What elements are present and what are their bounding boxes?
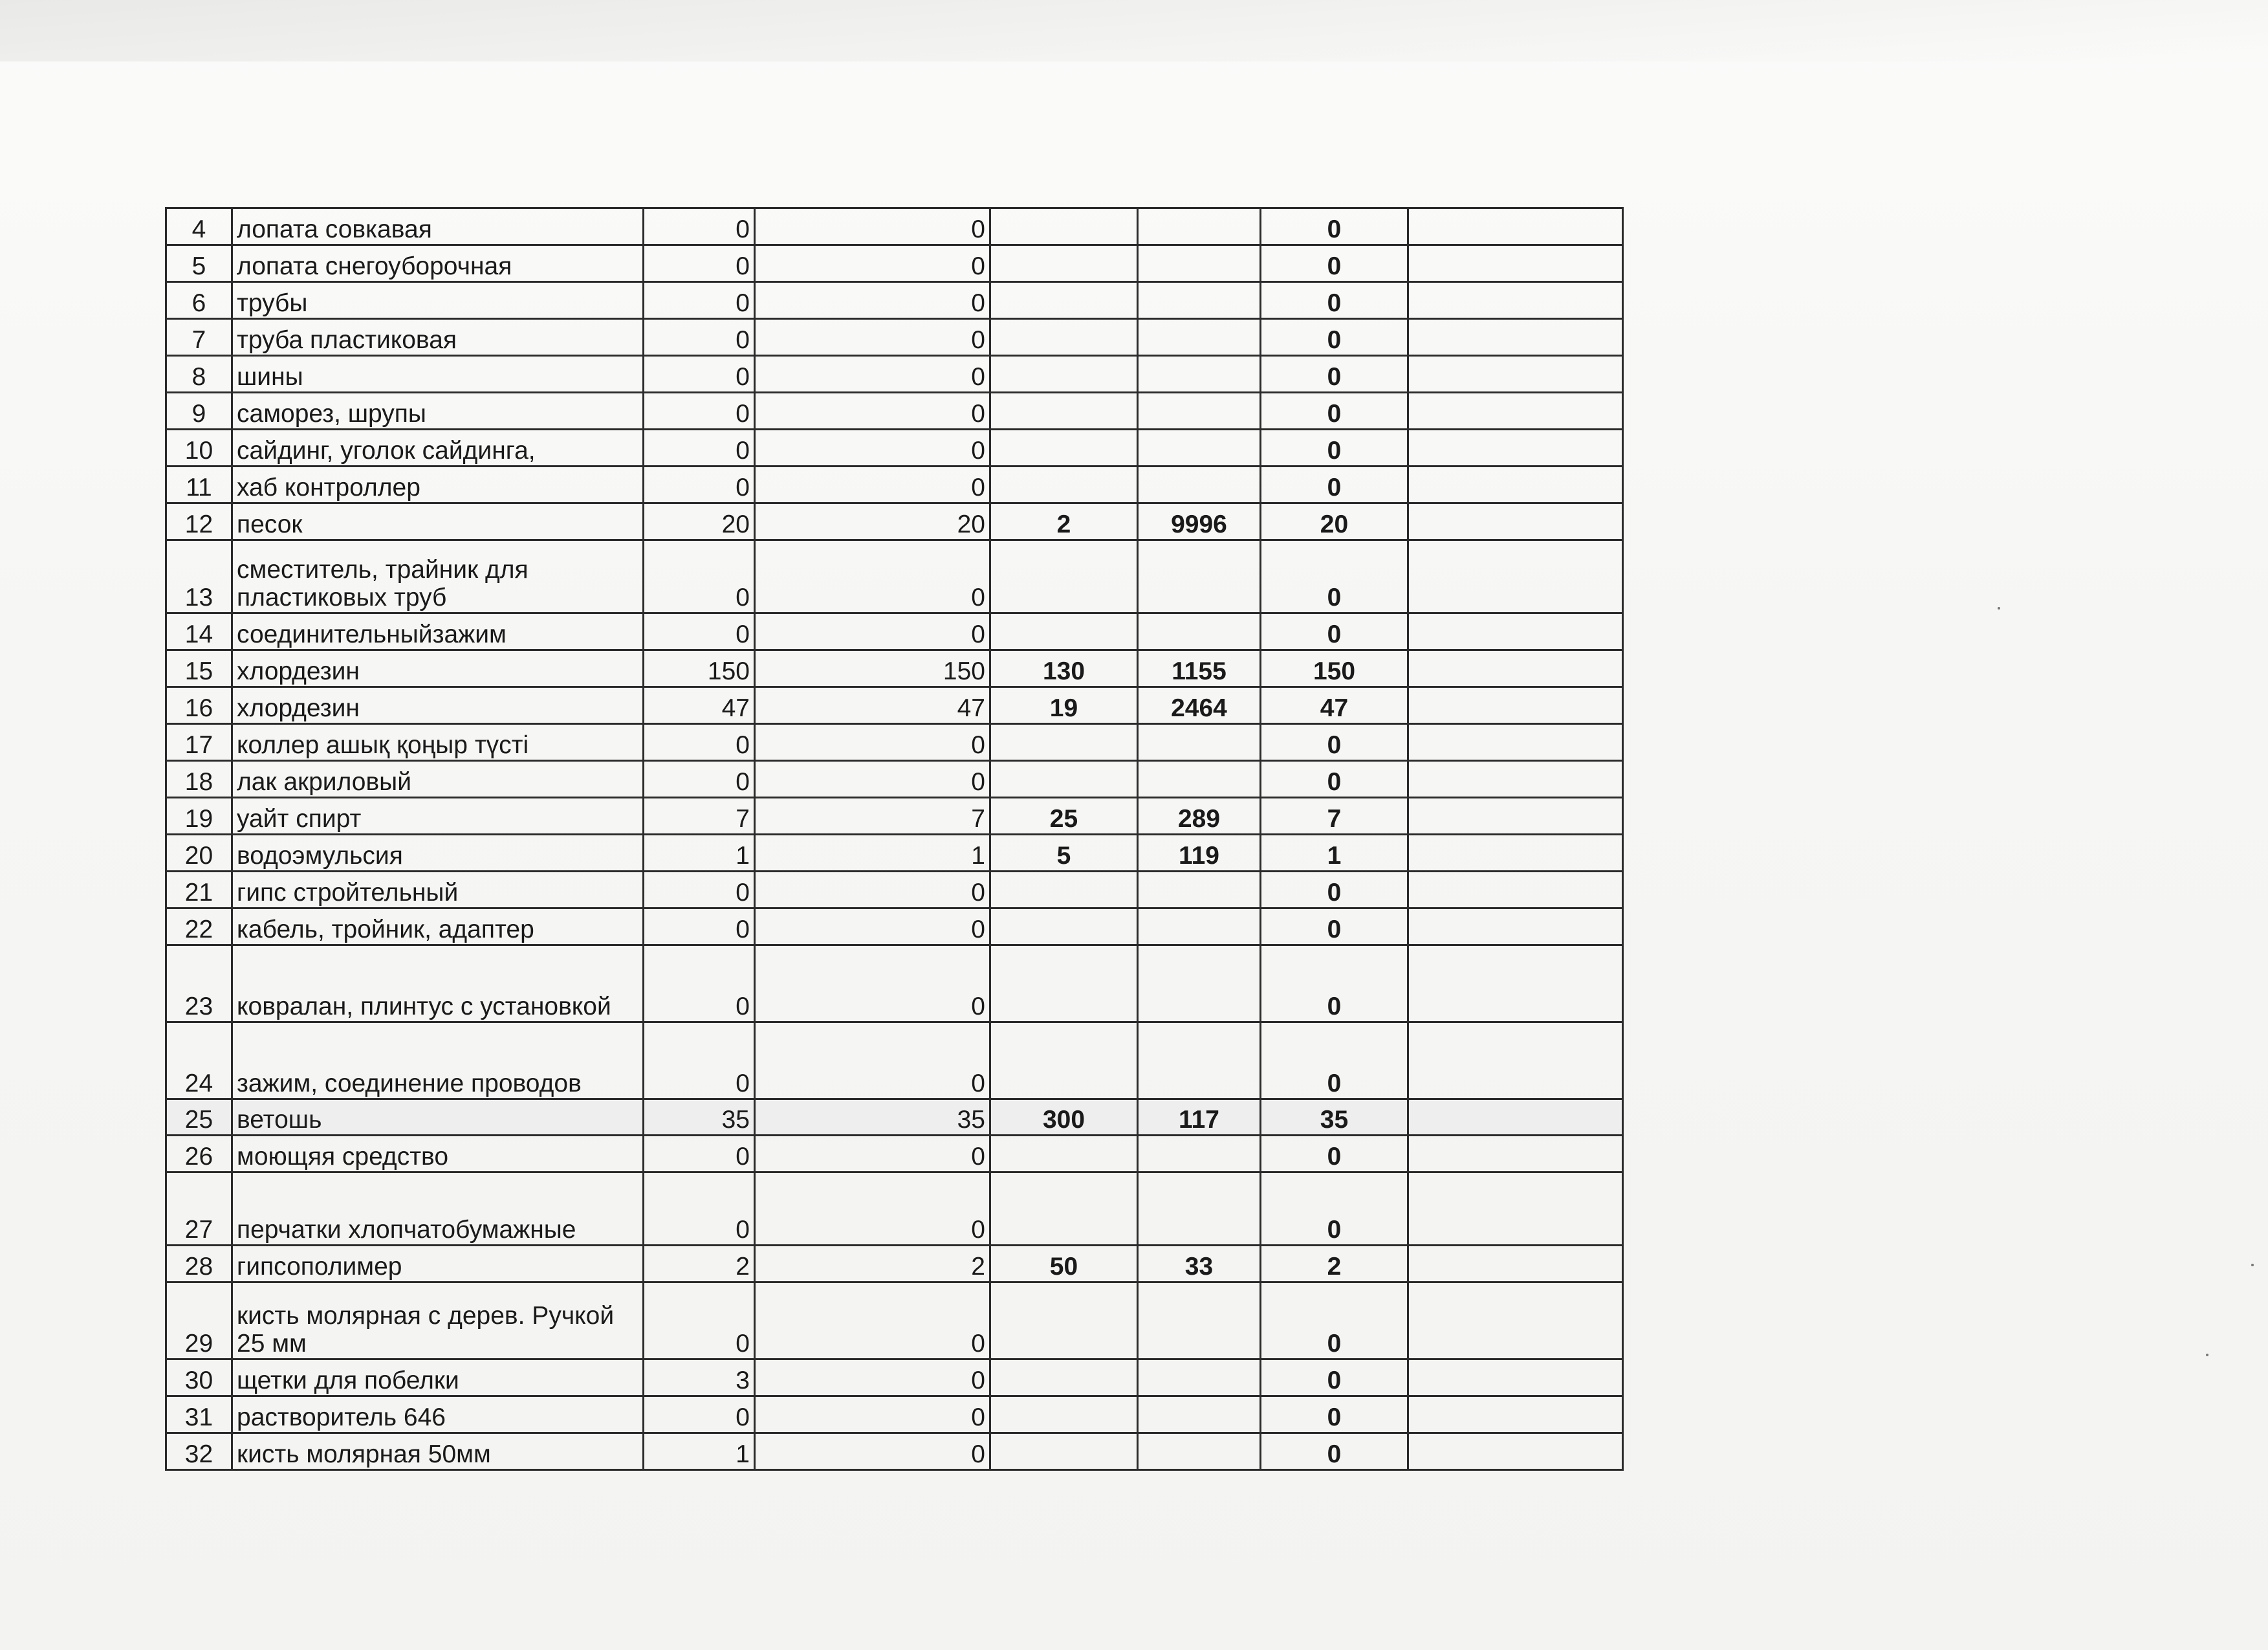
sum-cell	[1138, 1433, 1261, 1470]
row-number-cell: 11	[166, 467, 232, 503]
item-name-cell: саморез, шрупы	[232, 393, 644, 430]
quantity-2-cell: 0	[755, 282, 990, 319]
sum-cell	[1138, 908, 1261, 945]
item-name-cell: шины	[232, 356, 644, 393]
note-cell	[1408, 208, 1623, 245]
table-row	[166, 282, 1623, 319]
quantity-2-cell: 150	[755, 650, 990, 687]
note-cell	[1408, 945, 1623, 1022]
item-name-cell: сместитель, трайник для пластиковых труб	[232, 540, 644, 613]
price-cell: 300	[990, 1099, 1138, 1136]
quantity-1-cell: 150	[644, 650, 755, 687]
inventory-table	[165, 207, 1624, 1471]
note-cell	[1408, 908, 1623, 945]
item-name-cell: ветошь	[232, 1099, 644, 1136]
sum-cell	[1138, 393, 1261, 430]
sum-cell	[1138, 1136, 1261, 1172]
quantity-2-cell: 0	[755, 1136, 990, 1172]
item-name-cell: перчатки хлопчатобумажные	[232, 1172, 644, 1246]
quantity-2-cell: 7	[755, 798, 990, 835]
note-cell	[1408, 1282, 1623, 1359]
price-cell	[990, 1433, 1138, 1470]
quantity-1-cell: 0	[644, 393, 755, 430]
table-row	[166, 1433, 1623, 1470]
total-cell: 0	[1261, 1136, 1408, 1172]
note-cell	[1408, 430, 1623, 467]
row-number-cell: 12	[166, 503, 232, 540]
price-cell: 5	[990, 835, 1138, 872]
table-row	[166, 467, 1623, 503]
item-name-cell: ковралан, плинтус с установкой	[232, 945, 644, 1022]
row-number-cell: 21	[166, 872, 232, 908]
total-cell: 7	[1261, 798, 1408, 835]
note-cell	[1408, 1022, 1623, 1099]
total-cell: 0	[1261, 1282, 1408, 1359]
quantity-2-cell: 20	[755, 503, 990, 540]
row-number-cell: 17	[166, 724, 232, 761]
quantity-2-cell: 0	[755, 761, 990, 798]
note-cell	[1408, 503, 1623, 540]
sum-cell: 2464	[1138, 687, 1261, 724]
price-cell	[990, 245, 1138, 282]
item-name-cell: трубы	[232, 282, 644, 319]
item-name-cell: щетки для побелки	[232, 1359, 644, 1396]
sum-cell: 119	[1138, 835, 1261, 872]
price-cell	[990, 393, 1138, 430]
total-cell: 0	[1261, 945, 1408, 1022]
sum-cell	[1138, 1396, 1261, 1433]
table-row	[166, 1172, 1623, 1246]
row-number-cell: 20	[166, 835, 232, 872]
row-number-cell: 31	[166, 1396, 232, 1433]
sum-cell	[1138, 356, 1261, 393]
total-cell: 0	[1261, 1172, 1408, 1246]
item-name-cell: гипс стройтельный	[232, 872, 644, 908]
quantity-1-cell: 0	[644, 1282, 755, 1359]
sum-cell	[1138, 872, 1261, 908]
quantity-2-cell: 0	[755, 1433, 990, 1470]
quantity-2-cell: 0	[755, 1359, 990, 1396]
sum-cell	[1138, 1022, 1261, 1099]
item-name-cell: коллер ашық қоңыр түсті	[232, 724, 644, 761]
row-number-cell: 10	[166, 430, 232, 467]
note-cell	[1408, 1172, 1623, 1246]
row-number-cell: 24	[166, 1022, 232, 1099]
note-cell	[1408, 1099, 1623, 1136]
table-row	[166, 503, 1623, 540]
row-number-cell: 18	[166, 761, 232, 798]
total-cell: 0	[1261, 208, 1408, 245]
row-number-cell: 6	[166, 282, 232, 319]
table-row	[166, 650, 1623, 687]
quantity-2-cell: 0	[755, 613, 990, 650]
item-name-cell: кабель, тройник, адаптер	[232, 908, 644, 945]
table-row	[166, 724, 1623, 761]
total-cell: 0	[1261, 908, 1408, 945]
item-name-cell: хлордезин	[232, 650, 644, 687]
quantity-1-cell: 2	[644, 1246, 755, 1282]
row-number-cell: 14	[166, 613, 232, 650]
quantity-1-cell: 1	[644, 1433, 755, 1470]
total-cell: 2	[1261, 1246, 1408, 1282]
quantity-2-cell: 0	[755, 908, 990, 945]
price-cell	[990, 1282, 1138, 1359]
quantity-1-cell: 35	[644, 1099, 755, 1136]
row-number-cell: 28	[166, 1246, 232, 1282]
total-cell: 0	[1261, 430, 1408, 467]
price-cell	[990, 319, 1138, 356]
total-cell: 0	[1261, 540, 1408, 613]
price-cell	[990, 945, 1138, 1022]
price-cell	[990, 467, 1138, 503]
row-number-cell: 27	[166, 1172, 232, 1246]
table-row	[166, 208, 1623, 245]
price-cell: 130	[990, 650, 1138, 687]
quantity-1-cell: 0	[644, 282, 755, 319]
price-cell	[990, 1359, 1138, 1396]
note-cell	[1408, 1433, 1623, 1470]
note-cell	[1408, 1136, 1623, 1172]
quantity-1-cell: 0	[644, 1022, 755, 1099]
total-cell: 1	[1261, 835, 1408, 872]
quantity-1-cell: 0	[644, 430, 755, 467]
note-cell	[1408, 724, 1623, 761]
price-cell	[990, 1136, 1138, 1172]
price-cell	[990, 1172, 1138, 1246]
note-cell	[1408, 798, 1623, 835]
quantity-1-cell: 1	[644, 835, 755, 872]
quantity-2-cell: 0	[755, 319, 990, 356]
row-number-cell: 15	[166, 650, 232, 687]
table-row	[166, 245, 1623, 282]
note-cell	[1408, 319, 1623, 356]
sum-cell	[1138, 540, 1261, 613]
table-row	[166, 1136, 1623, 1172]
table-row	[166, 872, 1623, 908]
quantity-1-cell: 3	[644, 1359, 755, 1396]
quantity-2-cell: 0	[755, 430, 990, 467]
item-name-cell: водоэмульсия	[232, 835, 644, 872]
quantity-1-cell: 0	[644, 613, 755, 650]
row-number-cell: 32	[166, 1433, 232, 1470]
table-row	[166, 761, 1623, 798]
quantity-1-cell: 0	[644, 724, 755, 761]
table-row	[166, 1282, 1623, 1359]
quantity-1-cell: 20	[644, 503, 755, 540]
scan-speck	[1998, 607, 2000, 610]
price-cell	[990, 1022, 1138, 1099]
note-cell	[1408, 613, 1623, 650]
sum-cell	[1138, 613, 1261, 650]
table-row	[166, 356, 1623, 393]
row-number-cell: 19	[166, 798, 232, 835]
item-name-cell: соединительныйзажим	[232, 613, 644, 650]
quantity-1-cell: 0	[644, 208, 755, 245]
sum-cell: 289	[1138, 798, 1261, 835]
quantity-2-cell: 0	[755, 356, 990, 393]
note-cell	[1408, 1246, 1623, 1282]
item-name-cell: труба пластиковая	[232, 319, 644, 356]
sum-cell	[1138, 282, 1261, 319]
row-number-cell: 7	[166, 319, 232, 356]
price-cell: 50	[990, 1246, 1138, 1282]
quantity-2-cell: 47	[755, 687, 990, 724]
item-name-cell: хлордезин	[232, 687, 644, 724]
row-number-cell: 30	[166, 1359, 232, 1396]
total-cell: 20	[1261, 503, 1408, 540]
quantity-1-cell: 0	[644, 540, 755, 613]
quantity-1-cell: 7	[644, 798, 755, 835]
inventory-table-body	[166, 208, 1623, 1470]
price-cell	[990, 430, 1138, 467]
item-name-cell: растворитель 646	[232, 1396, 644, 1433]
note-cell	[1408, 872, 1623, 908]
sum-cell	[1138, 1359, 1261, 1396]
item-name-cell: кисть молярная с дерев. Ручкой 25 мм	[232, 1282, 644, 1359]
price-cell: 2	[990, 503, 1138, 540]
quantity-2-cell: 0	[755, 393, 990, 430]
table-row	[166, 393, 1623, 430]
row-number-cell: 26	[166, 1136, 232, 1172]
quantity-2-cell: 1	[755, 835, 990, 872]
row-number-cell: 29	[166, 1282, 232, 1359]
sum-cell	[1138, 208, 1261, 245]
total-cell: 0	[1261, 1396, 1408, 1433]
total-cell: 0	[1261, 1022, 1408, 1099]
note-cell	[1408, 245, 1623, 282]
row-number-cell: 13	[166, 540, 232, 613]
row-number-cell: 16	[166, 687, 232, 724]
total-cell: 0	[1261, 467, 1408, 503]
total-cell: 0	[1261, 393, 1408, 430]
table-row	[166, 945, 1623, 1022]
sum-cell: 117	[1138, 1099, 1261, 1136]
table-row	[166, 613, 1623, 650]
price-cell	[990, 282, 1138, 319]
total-cell: 0	[1261, 1433, 1408, 1470]
quantity-2-cell: 2	[755, 1246, 990, 1282]
total-cell: 0	[1261, 245, 1408, 282]
sum-cell	[1138, 319, 1261, 356]
price-cell	[990, 356, 1138, 393]
quantity-2-cell: 35	[755, 1099, 990, 1136]
total-cell: 0	[1261, 872, 1408, 908]
note-cell	[1408, 1396, 1623, 1433]
row-number-cell: 4	[166, 208, 232, 245]
quantity-2-cell: 0	[755, 540, 990, 613]
price-cell	[990, 761, 1138, 798]
row-number-cell: 22	[166, 908, 232, 945]
note-cell	[1408, 1359, 1623, 1396]
item-name-cell: кисть молярная 50мм	[232, 1433, 644, 1470]
sum-cell	[1138, 430, 1261, 467]
quantity-2-cell: 0	[755, 724, 990, 761]
item-name-cell: лопата совкавая	[232, 208, 644, 245]
quantity-2-cell: 0	[755, 945, 990, 1022]
note-cell	[1408, 393, 1623, 430]
quantity-2-cell: 0	[755, 245, 990, 282]
scan-speck	[2251, 1264, 2254, 1266]
quantity-2-cell: 0	[755, 1282, 990, 1359]
quantity-1-cell: 0	[644, 319, 755, 356]
total-cell: 0	[1261, 613, 1408, 650]
table-row	[166, 319, 1623, 356]
quantity-2-cell: 0	[755, 208, 990, 245]
price-cell	[990, 1396, 1138, 1433]
quantity-1-cell: 47	[644, 687, 755, 724]
note-cell	[1408, 356, 1623, 393]
quantity-2-cell: 0	[755, 1396, 990, 1433]
total-cell: 150	[1261, 650, 1408, 687]
price-cell	[990, 613, 1138, 650]
table-row	[166, 1246, 1623, 1282]
price-cell: 19	[990, 687, 1138, 724]
sum-cell	[1138, 1282, 1261, 1359]
total-cell: 35	[1261, 1099, 1408, 1136]
sum-cell	[1138, 467, 1261, 503]
quantity-1-cell: 0	[644, 1136, 755, 1172]
quantity-1-cell: 0	[644, 245, 755, 282]
quantity-1-cell: 0	[644, 945, 755, 1022]
price-cell: 25	[990, 798, 1138, 835]
total-cell: 0	[1261, 282, 1408, 319]
sum-cell	[1138, 1172, 1261, 1246]
sum-cell	[1138, 761, 1261, 798]
quantity-2-cell: 0	[755, 872, 990, 908]
table-row	[166, 1359, 1623, 1396]
total-cell: 0	[1261, 761, 1408, 798]
scan-speck	[2206, 1354, 2208, 1356]
total-cell: 0	[1261, 356, 1408, 393]
total-cell: 47	[1261, 687, 1408, 724]
note-cell	[1408, 540, 1623, 613]
note-cell	[1408, 467, 1623, 503]
price-cell	[990, 540, 1138, 613]
sum-cell: 9996	[1138, 503, 1261, 540]
quantity-1-cell: 0	[644, 1396, 755, 1433]
note-cell	[1408, 835, 1623, 872]
row-number-cell: 25	[166, 1099, 232, 1136]
quantity-1-cell: 0	[644, 1172, 755, 1246]
quantity-2-cell: 0	[755, 1172, 990, 1246]
item-name-cell: хаб контроллер	[232, 467, 644, 503]
table-row	[166, 1099, 1623, 1136]
total-cell: 0	[1261, 319, 1408, 356]
row-number-cell: 8	[166, 356, 232, 393]
quantity-1-cell: 0	[644, 872, 755, 908]
price-cell	[990, 208, 1138, 245]
item-name-cell: песок	[232, 503, 644, 540]
item-name-cell: лопата снегоуборочная	[232, 245, 644, 282]
quantity-1-cell: 0	[644, 467, 755, 503]
sum-cell: 33	[1138, 1246, 1261, 1282]
note-cell	[1408, 650, 1623, 687]
quantity-2-cell: 0	[755, 467, 990, 503]
item-name-cell: моющяя средство	[232, 1136, 644, 1172]
row-number-cell: 23	[166, 945, 232, 1022]
item-name-cell: гипсополимер	[232, 1246, 644, 1282]
sum-cell	[1138, 724, 1261, 761]
note-cell	[1408, 687, 1623, 724]
sum-cell	[1138, 945, 1261, 1022]
total-cell: 0	[1261, 1359, 1408, 1396]
item-name-cell: лак акриловый	[232, 761, 644, 798]
sum-cell: 1155	[1138, 650, 1261, 687]
row-number-cell: 9	[166, 393, 232, 430]
quantity-1-cell: 0	[644, 761, 755, 798]
table-row	[166, 540, 1623, 613]
scan-edge-shadow	[0, 0, 2268, 61]
price-cell	[990, 724, 1138, 761]
table-row	[166, 835, 1623, 872]
sum-cell	[1138, 245, 1261, 282]
quantity-2-cell: 0	[755, 1022, 990, 1099]
quantity-1-cell: 0	[644, 356, 755, 393]
table-row	[166, 1396, 1623, 1433]
table-row	[166, 798, 1623, 835]
table-row	[166, 908, 1623, 945]
price-cell	[990, 908, 1138, 945]
table-row	[166, 687, 1623, 724]
note-cell	[1408, 761, 1623, 798]
row-number-cell: 5	[166, 245, 232, 282]
table-row	[166, 430, 1623, 467]
table-row	[166, 1022, 1623, 1099]
total-cell: 0	[1261, 724, 1408, 761]
price-cell	[990, 872, 1138, 908]
item-name-cell: сайдинг, уголок сайдинга,	[232, 430, 644, 467]
quantity-1-cell: 0	[644, 908, 755, 945]
item-name-cell: уайт спирт	[232, 798, 644, 835]
note-cell	[1408, 282, 1623, 319]
item-name-cell: зажим, соединение проводов	[232, 1022, 644, 1099]
